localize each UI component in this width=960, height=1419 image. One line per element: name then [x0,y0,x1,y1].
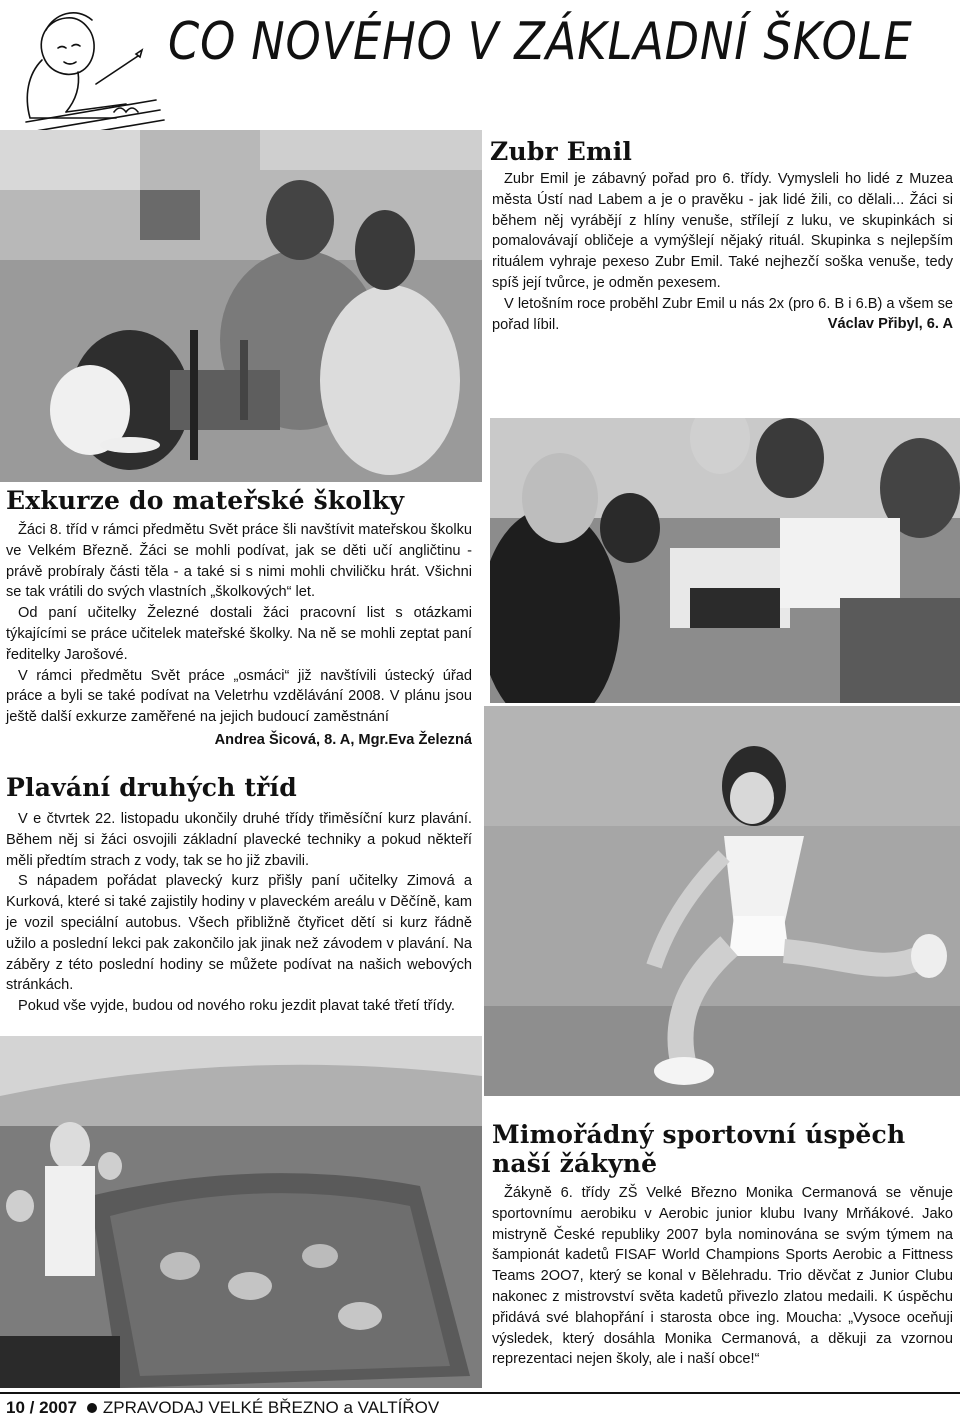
paragraph: Od paní učitelky Železné dostali žáci pracovní list s otázkami týkajícími se práce učitelek mateřské školky. Na ně se mohli zeptat paní ředitelky Jarošové. [6,605,472,663]
author-signature: Andrea Šicová, 8. A, Mgr.Eva Železná [214,731,472,748]
bullet-icon [87,1403,97,1413]
section-heading-sport [492,1121,905,1179]
photo-aerobic-athlete [484,706,960,1096]
paragraph: Pokud vše vyjde, budou od nového roku jezdit plavat také třetí třídy. [18,998,455,1015]
paragraph: S nápadem pořádat plavecký kurz přišly paní učitelky Zimová a Kurková, které si také zajistily hodiny v plaveckém areálu v Děčíně, kam je vozil speciální autobus. Všech přibližně čtyřicet dětí si kurz řádně užilo a poslední lekci pak zakončilo jak jinak než závodem v plavání. Na záběry z této poslední hodiny se můžete podívat na našich webových stránkách. [6,873,472,994]
article-zubr-emil [492,169,953,335]
newsletter-logo [6,0,166,150]
footer-rule [0,1392,960,1394]
photo-children-playing [0,130,482,482]
paragraph: Zubr Emil je zábavný pořad pro 6. třídy. Vymysleli ho lidé z Muzea města Ústí nad Labem a je o pravěku - jak lidé žili, co dělali... Žáci si během něj vyrábějí z hlíny venuše, střílejí z luku, ve skupinkách si pomalovávají obličeje a vymýšlejí nějaký rituál. Skupinka s nejlepším rituálem vyhraje pexeso Zubr Emil. Také nejhezčí soška venuše, tedy spíš její tvůrce, je odměn pexesem. [492,171,953,291]
masthead-title: CO NOVÉHO V ZÁKLADNÍ ŠKOLE [168,12,913,72]
paragraph: V letošním roce proběhl Zubr Emil u nás 2x (pro 6. B i 6.B) a všem se pořad líbil. [492,295,953,333]
heading-line: Mimořádný sportovní úspěch [492,1120,906,1149]
article-exkurze [6,520,472,751]
paragraph: Žákyně 6. třídy ZŠ Velké Březno Monika Cermanová se věnuje sportovnímu aerobiku v Aerobic junior klubu Ivany Mrňákové. Jako mistryně České republiky 2007 byla nominována se svým týmem na šampionát kadetů FISAF World Champions Sports Aerobic a Fittness Teams 2OO7, který se konal v Bělehradu. Trio děvčat z Junior Clubu nakonec z mistrovství světa kadetů přivezlo zlatou medaili. K úspěchu přidává své blahopřání i starosta obce ing. Moucha: „Vysoce oceňuji výsledek, který dosáhla Monika Cermanová, a děkuji za vzornou reprezentaci nejen školy, ale i naší obce!“ [492,1185,953,1368]
section-heading-zubr-emil: Zubr Emil [490,137,633,166]
publication-name: ZPRAVODAJ VELKÉ BŘEZNO a VALTÍŘOV [102,1398,440,1417]
section-heading-plavani: Plavání druhých tříd [6,773,297,802]
article-plavani [6,809,472,1017]
paragraph: V e čtvrtek 22. listopadu ukončily druhé třídy třiměsíční kurz plavání. Během něj si žáci osvojili základní plavecké techniky a pokud někteří měli předtím strach z vody, tak se ho již zbavili. [6,811,472,869]
author-signature: Václav Přibyl, 6. A [827,316,953,333]
paragraph: Žáci 8. tříd v rámci předmětu Svět práce šli navštívit mateřskou školku ve Velkém Březně. Žáci se mohli podívat, jak se děti učí angličtinu - právě probíraly části těla - a také si s nimi mohli chviličku hrát. Všichni se tak vrátili do svých vlastních „školkových“ let. [6,522,472,601]
photo-students-classroom [490,418,960,703]
article-sport [492,1183,953,1370]
section-heading-exkurze: Exkurze do mateřské školky [6,486,405,515]
photo-swimming-pool [0,1036,482,1388]
heading-line: naší žákyně [492,1148,658,1178]
page-footer [6,1398,439,1418]
page-number: 10 / 2007 [6,1398,77,1417]
paragraph: V rámci předmětu Svět práce „osmáci“ již navštívili ústecký úřad práce a byli se také podívat na Veletrhu vzdělávání 2008. V plánu jsou ještě další exkurze zaměřené na jejich budoucí zaměstnání [6,667,472,726]
